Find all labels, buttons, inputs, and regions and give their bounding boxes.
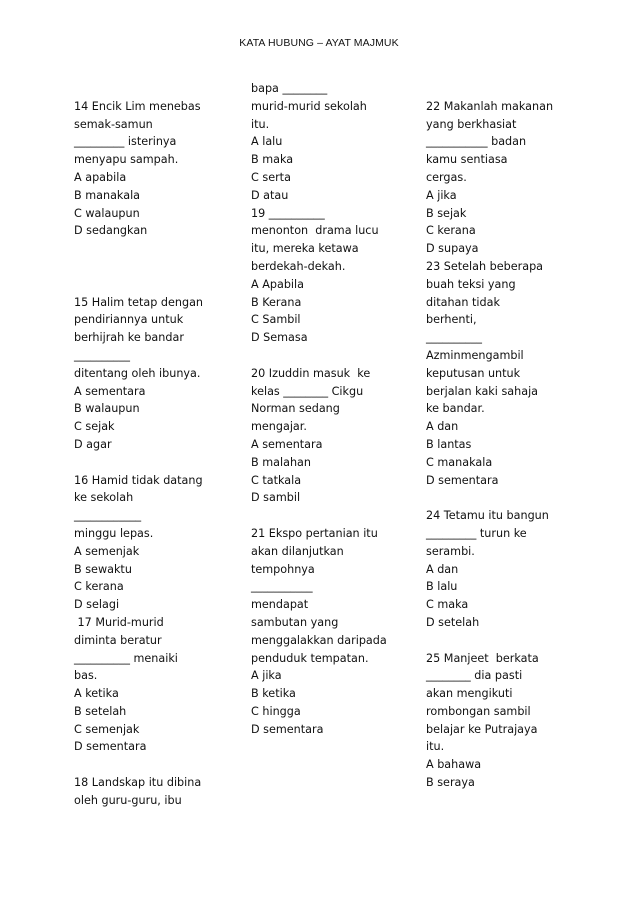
text-line: penduduk tempatan.: [251, 651, 369, 665]
text-line: ___________ badan: [426, 135, 527, 149]
text-line: [426, 489, 591, 507]
text-line: D sementara: [426, 473, 499, 487]
text-line: akan mengikuti: [426, 687, 513, 701]
text-line: D atau: [251, 188, 289, 202]
text-line: D sambil: [251, 491, 301, 505]
text-line: yang berkhasiat: [426, 117, 517, 131]
text-line: [426, 80, 591, 98]
text-line: A jika: [251, 669, 282, 683]
text-line: 18 Landskap itu dibina: [74, 776, 202, 790]
text-line: B maka: [251, 153, 294, 167]
text-line: akan dilanjutkan: [251, 544, 344, 558]
text-line: B sejak: [426, 206, 467, 220]
text-line: __________: [426, 331, 482, 345]
text-line: B setelah: [74, 704, 127, 718]
text-line: ditentang oleh ibunya.: [74, 366, 201, 380]
text-line: C kerana: [74, 580, 124, 594]
text-line: buah teksi yang: [426, 277, 516, 291]
text-line: itu, mereka ketawa: [251, 242, 359, 256]
text-line: C manakala: [426, 455, 493, 469]
text-line: C maka: [426, 598, 469, 612]
text-line: oleh guru-guru, ibu: [74, 793, 182, 807]
text-line: A dan: [426, 420, 459, 434]
text-line: [251, 347, 411, 365]
text-line: Azminmengambil: [426, 348, 524, 362]
text-line: serambi.: [426, 544, 475, 558]
text-line: A sementara: [74, 384, 146, 398]
text-line: mendapat: [251, 598, 309, 612]
column-3: [426, 80, 591, 792]
text-line: D Semasa: [251, 331, 308, 345]
text-line: _________ turun ke: [426, 526, 527, 540]
text-line: B seraya: [426, 776, 475, 790]
text-line: [426, 632, 591, 650]
text-line: B manakala: [74, 188, 141, 202]
text-line: bas.: [74, 669, 98, 683]
text-line: diminta beratur: [74, 633, 162, 647]
text-line: D sedangkan: [74, 224, 148, 238]
text-line: itu.: [251, 117, 270, 131]
text-line: B Kerana: [251, 295, 302, 309]
text-line: C hingga: [251, 704, 301, 718]
text-line: A lalu: [251, 135, 283, 149]
text-line: [74, 276, 234, 294]
text-line: C semenjak: [74, 722, 140, 736]
text-line: ____________: [74, 509, 142, 523]
text-line: D sementara: [251, 722, 324, 736]
text-line: tempohnya: [251, 562, 315, 576]
text-line: keputusan untuk: [426, 366, 521, 380]
text-line: belajar ke Putrajaya: [426, 722, 538, 736]
text-line: minggu lepas.: [74, 526, 154, 540]
text-line: 17 Murid-murid: [74, 615, 164, 629]
text-line: B sewaktu: [74, 562, 132, 576]
text-line: A apabila: [74, 170, 127, 184]
text-line: [74, 258, 234, 276]
text-line: A jika: [426, 188, 457, 202]
text-line: berhenti,: [426, 313, 477, 327]
text-line: D sementara: [74, 740, 147, 754]
text-line: Norman sedang: [251, 402, 340, 416]
text-line: sambutan yang: [251, 615, 339, 629]
text-line: [251, 507, 411, 525]
text-line: semak-samun: [74, 117, 153, 131]
page-header: KATA HUBUNG – AYAT MAJMUK: [239, 37, 399, 49]
text-line: ________ dia pasti: [426, 669, 523, 683]
text-line: __________: [74, 348, 130, 362]
text-line: 20 Izuddin masuk ke: [251, 366, 371, 380]
text-line: 15 Halim tetap dengan: [74, 295, 204, 309]
text-line: kamu sentiasa: [426, 153, 508, 167]
text-line: C kerana: [426, 224, 476, 238]
text-line: A Apabila: [251, 277, 304, 291]
text-line: B malahan: [251, 455, 311, 469]
text-line: 22 Makanlah makanan: [426, 99, 554, 113]
text-line: D setelah: [426, 615, 480, 629]
text-line: 16 Hamid tidak datang: [74, 473, 203, 487]
text-line: murid-murid sekolah: [251, 99, 367, 113]
text-line: __________ menaiki: [74, 651, 178, 665]
text-line: rombongan sambil: [426, 704, 531, 718]
column-2: [251, 80, 411, 738]
text-line: menonton drama lucu: [251, 224, 379, 238]
column-1: [74, 80, 234, 810]
text-line: 14 Encik Lim menebas: [74, 99, 201, 113]
text-line: ke sekolah: [74, 491, 134, 505]
text-line: A dan: [426, 562, 459, 576]
text-line: 25 Manjeet berkata: [426, 651, 539, 665]
text-line: D selagi: [74, 598, 120, 612]
text-line: C sejak: [74, 420, 115, 434]
text-line: _________ isterinya: [74, 135, 177, 149]
text-line: B lalu: [426, 580, 458, 594]
text-line: [74, 240, 234, 258]
text-line: B walaupun: [74, 402, 140, 416]
text-line: A bahawa: [426, 758, 482, 772]
text-line: [74, 756, 234, 774]
text-line: D agar: [74, 437, 112, 451]
text-line: kelas ________ Cikgu: [251, 384, 364, 398]
text-line: ditahan tidak: [426, 295, 500, 309]
text-line: berjalan kaki sahaja: [426, 384, 539, 398]
text-line: berhijrah ke bandar: [74, 331, 184, 345]
text-line: C serta: [251, 170, 291, 184]
text-line: berdekah-dekah.: [251, 259, 346, 273]
text-line: A sementara: [251, 437, 323, 451]
text-line: C walaupun: [74, 206, 140, 220]
text-line: 21 Ekspo pertanian itu: [251, 526, 378, 540]
text-line: itu.: [426, 740, 445, 754]
text-line: C Sambil: [251, 313, 301, 327]
text-line: D supaya: [426, 242, 479, 256]
text-line: bapa ________: [251, 82, 328, 95]
text-line: [74, 454, 234, 472]
text-line: pendiriannya untuk: [74, 313, 184, 327]
text-line: B ketika: [251, 687, 296, 701]
text-line: cergas.: [426, 170, 467, 184]
text-line: ke bandar.: [426, 402, 485, 416]
text-line: A ketika: [74, 687, 119, 701]
text-line: C tatkala: [251, 473, 302, 487]
text-line: B lantas: [426, 437, 472, 451]
text-line: ___________: [251, 580, 313, 594]
text-line: mengajar.: [251, 420, 307, 434]
text-line: [74, 80, 234, 98]
text-line: A semenjak: [74, 544, 140, 558]
text-line: 23 Setelah beberapa: [426, 259, 544, 273]
text-line: menyapu sampah.: [74, 153, 179, 167]
text-line: 19 __________: [251, 206, 325, 220]
text-line: 24 Tetamu itu bangun: [426, 509, 549, 523]
text-line: menggalakkan daripada: [251, 633, 387, 647]
